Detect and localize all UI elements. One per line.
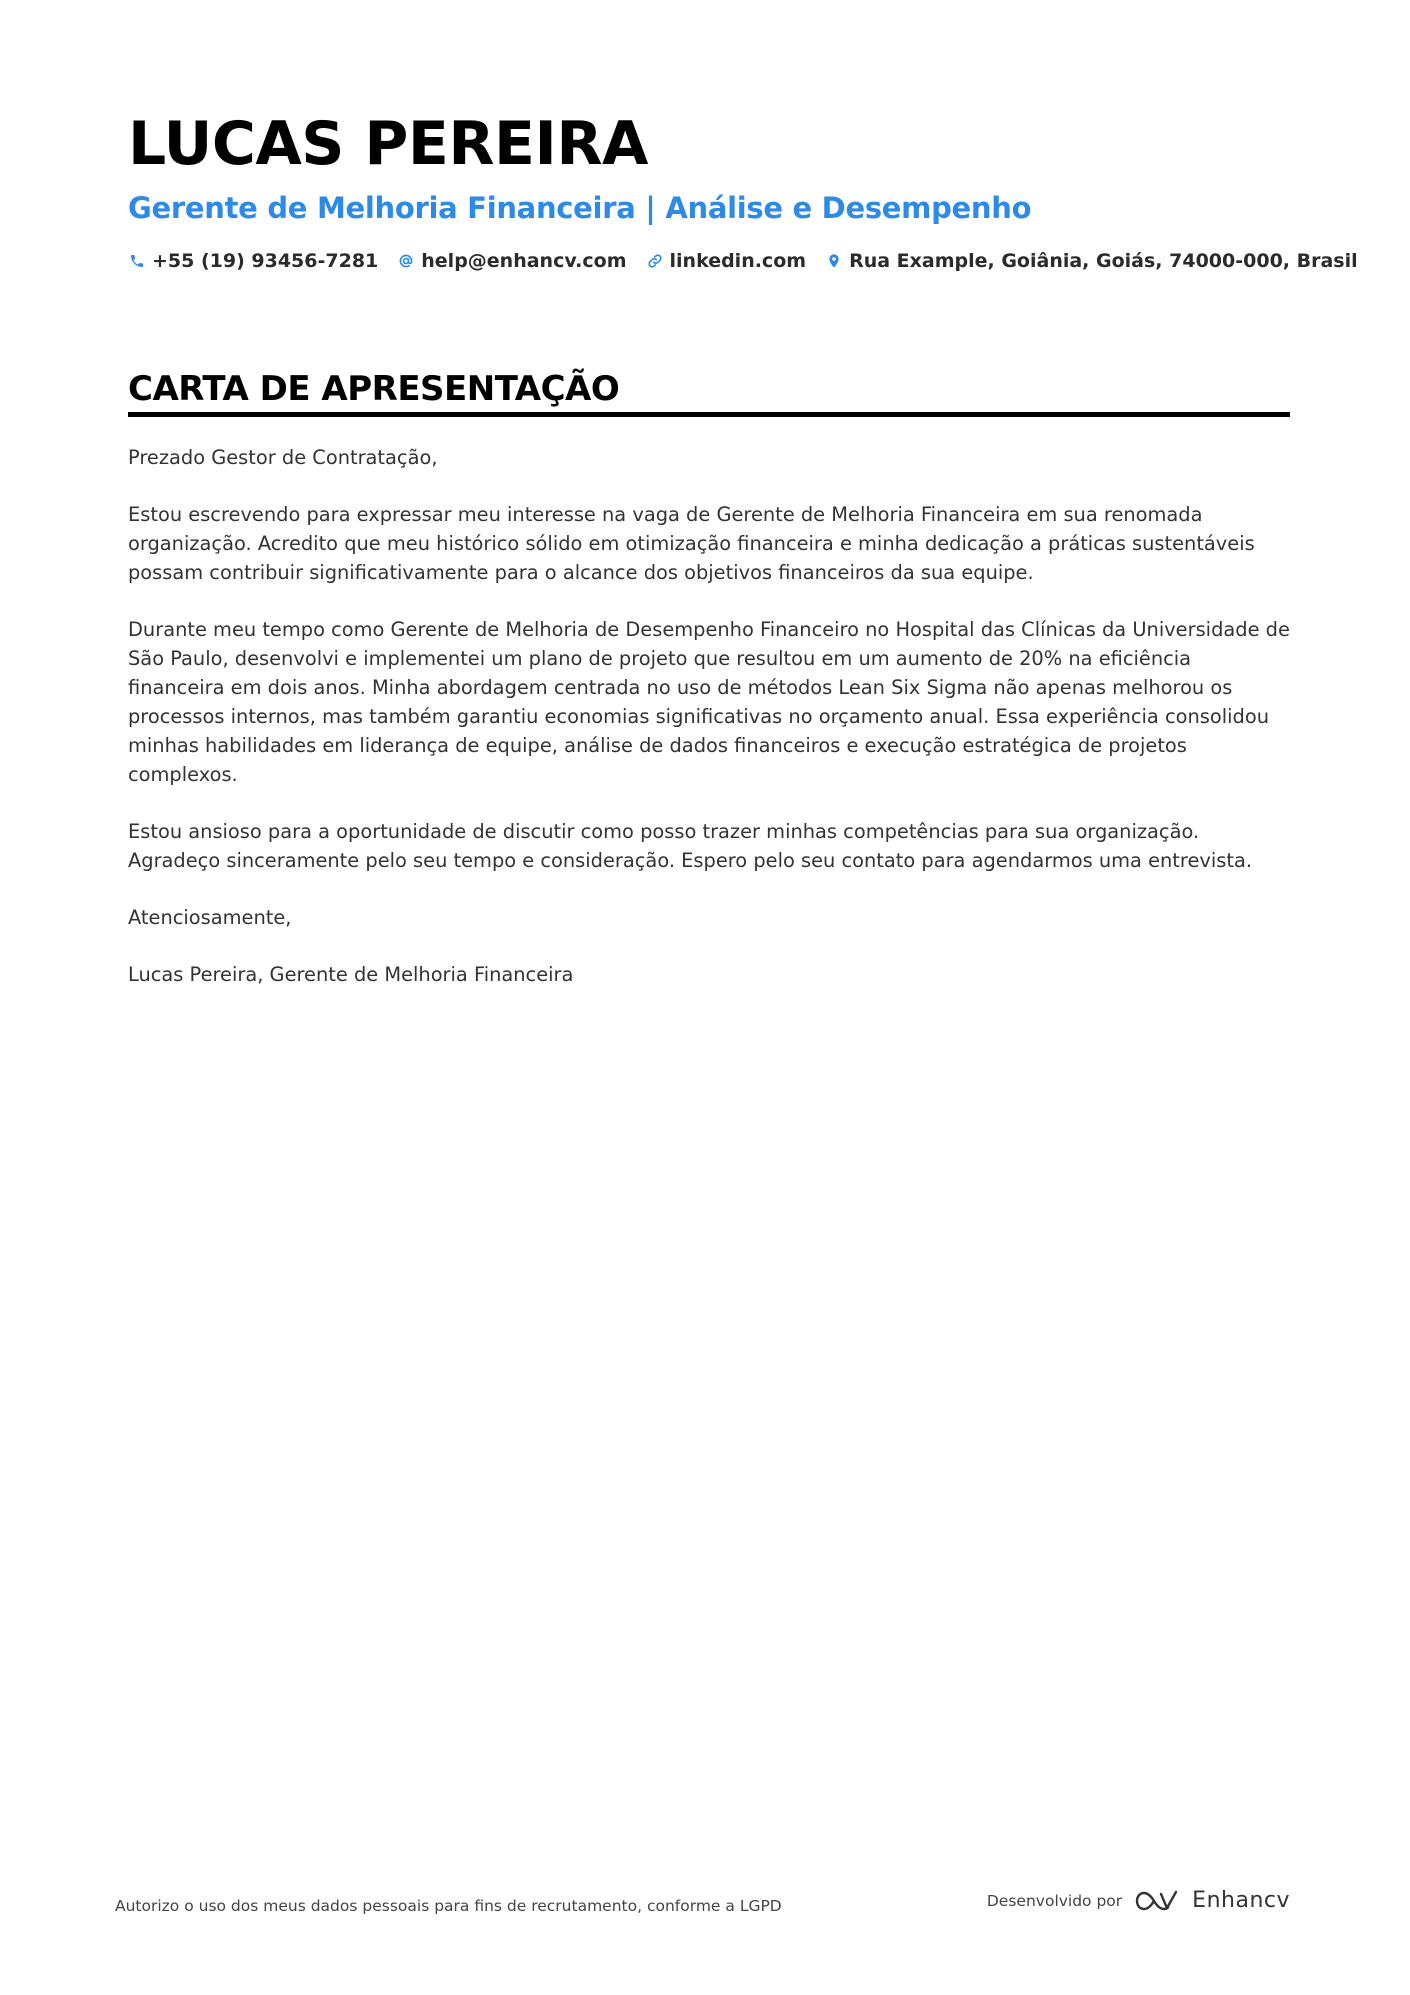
letter-paragraph: Estou ansioso para a oportunidade de discutir como posso trazer minhas competências para sua organização. Agradeço sinceramente pelo seu tempo e consideração. Espero pelo seu contato para agendarmos uma entrevista. <box>128 820 1252 872</box>
letter-paragraph: Durante meu tempo como Gerente de Melhoria de Desempenho Financeiro no Hospital das Clínicas da Universidade de São Paulo, desenvolvi e implementei um plano de projeto que resultou em um aumento de 20% na eficiência financeira em dois anos. Minha abordagem centrada no uso de métodos Lean Six Sigma não apenas melhorou os processos internos, mas também garantiu economias significativas no orçamento anual. Essa experiência consolidou minhas habilidades em liderança de equipe, análise de dados financeiros e execução estratégica de projetos complexos. <box>128 618 1290 786</box>
candidate-headline: Gerente de Melhoria Financeira | Análise e Desempenho <box>128 191 1032 225</box>
section-title: CARTA DE APRESENTAÇÃO <box>128 368 1290 417</box>
consent-note: Autorizo o uso dos meus dados pessoais para fins de recrutamento, conforme a LGPD <box>115 1897 782 1915</box>
powered-by[interactable] <box>987 1888 1290 1914</box>
candidate-name: LUCAS PEREIRA <box>128 109 648 179</box>
email-address[interactable]: help@enhancv.com <box>421 250 627 272</box>
at-icon <box>397 252 415 270</box>
contact-address <box>825 248 1358 274</box>
resume-header <box>128 108 1358 274</box>
powered-by-label: Desenvolvido por <box>986 1892 1123 1910</box>
link-icon <box>646 252 664 270</box>
contact-phone <box>128 248 378 274</box>
letter-signature: Lucas Pereira, Gerente de Melhoria Financeira <box>128 963 574 986</box>
phone-icon <box>128 252 146 270</box>
letter-closing: Atenciosamente, <box>128 906 292 929</box>
contact-email[interactable] <box>397 248 626 274</box>
letter-paragraph: Estou escrevendo para expressar meu interesse na vaga de Gerente de Melhoria Financeira em sua renomada organização. Acredito que meu histórico sólido em otimização financeira e minha dedicação a práticas sustentáveis possam contribuir significativamente para o alcance dos objetivos financeiros da sua equipe. <box>128 503 1255 584</box>
letter-greeting: Prezado Gestor de Contratação, <box>128 446 438 469</box>
contact-linkedin[interactable] <box>646 248 807 274</box>
linkedin-link[interactable]: linkedin.com <box>669 250 807 272</box>
map-pin-icon <box>825 252 843 270</box>
phone-number: +55 (19) 93456-7281 <box>152 250 379 272</box>
cover-letter-section <box>128 368 1290 1017</box>
brand-name: Enhancv <box>1192 1888 1290 1913</box>
letter-body <box>128 443 1290 989</box>
contact-info <box>128 248 1358 274</box>
enhancv-logo-icon <box>1134 1888 1180 1914</box>
address: Rua Example, Goiânia, Goiás, 74000-000, Brasil <box>849 250 1358 272</box>
